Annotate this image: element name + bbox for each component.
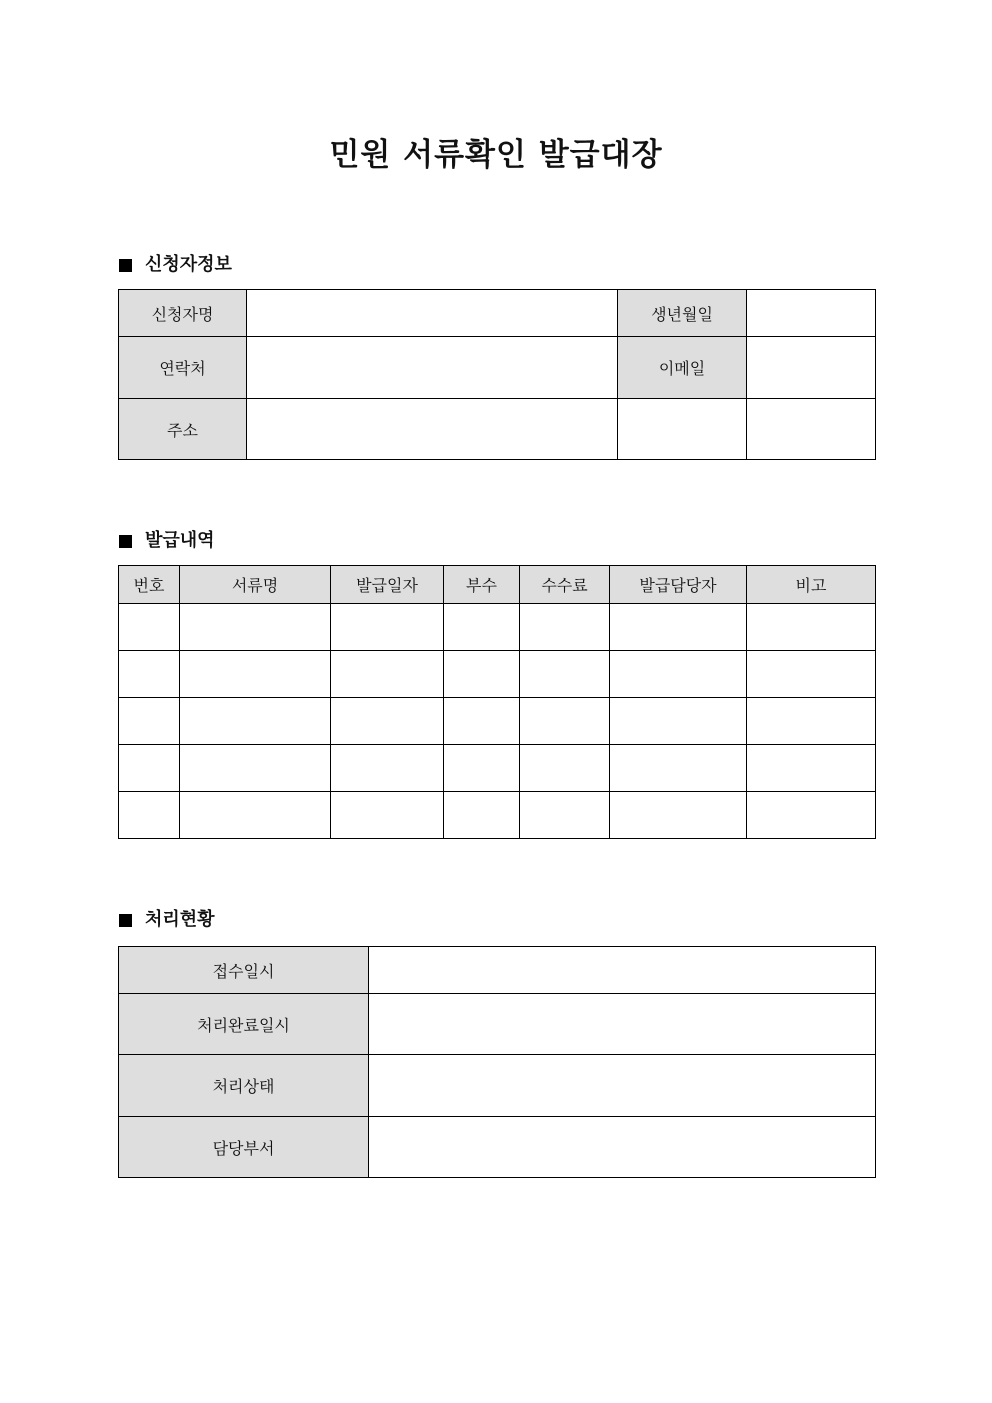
table-cell[interactable] (610, 792, 747, 839)
table-cell[interactable] (610, 745, 747, 792)
table-cell[interactable] (119, 698, 180, 745)
birth-label: 생년월일 (618, 290, 747, 337)
table-cell[interactable] (180, 651, 331, 698)
table-cell[interactable] (331, 745, 444, 792)
square-bullet-icon (119, 535, 132, 548)
name-field[interactable] (247, 290, 618, 337)
page-title: 민원 서류확인 발급대장 (329, 137, 663, 173)
column-header-remarks: 비고 (747, 566, 876, 604)
issuance-heading-text: 발급내역 (145, 530, 215, 551)
completed-time-field[interactable] (369, 994, 876, 1055)
table-cell[interactable] (444, 698, 520, 745)
table-cell[interactable] (747, 698, 876, 745)
table-row (119, 651, 876, 698)
contact-label: 연락처 (119, 337, 247, 399)
table-cell[interactable] (444, 792, 520, 839)
table-cell[interactable] (119, 792, 180, 839)
column-header-document-name: 서류명 (180, 566, 331, 604)
square-bullet-icon (119, 259, 132, 272)
table-cell[interactable] (444, 651, 520, 698)
table-cell[interactable] (331, 604, 444, 651)
table-cell[interactable] (747, 651, 876, 698)
issuance-section-heading (119, 529, 215, 553)
status-label: 처리상태 (119, 1055, 369, 1117)
processing-section-heading (119, 908, 215, 932)
status-field[interactable] (369, 1055, 876, 1117)
blank-cell[interactable] (618, 399, 747, 460)
processing-row-completed (119, 994, 876, 1055)
blank-cell[interactable] (747, 399, 876, 460)
name-label: 신청자명 (119, 290, 247, 337)
received-time-field[interactable] (369, 947, 876, 994)
table-cell[interactable] (119, 651, 180, 698)
table-cell[interactable] (180, 745, 331, 792)
processing-row-received (119, 947, 876, 994)
email-field[interactable] (747, 337, 876, 399)
applicant-section-heading (119, 253, 232, 277)
table-cell[interactable] (610, 698, 747, 745)
applicant-row-contact (119, 337, 876, 399)
birth-field[interactable] (747, 290, 876, 337)
table-row (119, 698, 876, 745)
table-cell[interactable] (444, 604, 520, 651)
issuance-table (118, 565, 876, 839)
completed-time-label: 처리완료일시 (119, 994, 369, 1055)
email-label: 이메일 (618, 337, 747, 399)
applicant-info-table (118, 289, 876, 460)
table-cell[interactable] (610, 651, 747, 698)
table-cell[interactable] (520, 651, 610, 698)
table-row (119, 792, 876, 839)
table-cell[interactable] (180, 604, 331, 651)
table-cell[interactable] (747, 792, 876, 839)
table-cell[interactable] (520, 745, 610, 792)
table-cell[interactable] (747, 604, 876, 651)
table-row (119, 604, 876, 651)
applicant-heading-text: 신청자정보 (145, 254, 232, 275)
column-header-number: 번호 (119, 566, 180, 604)
address-field[interactable] (247, 399, 618, 460)
table-cell[interactable] (331, 698, 444, 745)
applicant-row-name (119, 290, 876, 337)
processing-row-status (119, 1055, 876, 1117)
square-bullet-icon (119, 914, 132, 927)
table-cell[interactable] (331, 651, 444, 698)
column-header-fee: 수수료 (520, 566, 610, 604)
contact-field[interactable] (247, 337, 618, 399)
table-row (119, 745, 876, 792)
processing-table (118, 946, 876, 1178)
column-header-issuer: 발급담당자 (610, 566, 747, 604)
received-time-label: 접수일시 (119, 947, 369, 994)
processing-row-department (119, 1117, 876, 1178)
column-header-copies: 부수 (444, 566, 520, 604)
table-cell[interactable] (520, 604, 610, 651)
table-cell[interactable] (180, 698, 331, 745)
table-cell[interactable] (119, 745, 180, 792)
processing-heading-text: 처리현황 (145, 909, 215, 930)
table-cell[interactable] (331, 792, 444, 839)
table-cell[interactable] (180, 792, 331, 839)
table-cell[interactable] (520, 698, 610, 745)
table-cell[interactable] (444, 745, 520, 792)
table-cell[interactable] (119, 604, 180, 651)
department-field[interactable] (369, 1117, 876, 1178)
column-header-issue-date: 발급일자 (331, 566, 444, 604)
address-label: 주소 (119, 399, 247, 460)
department-label: 담당부서 (119, 1117, 369, 1178)
table-cell[interactable] (610, 604, 747, 651)
table-cell[interactable] (747, 745, 876, 792)
table-cell[interactable] (520, 792, 610, 839)
applicant-row-address (119, 399, 876, 460)
issuance-header-row (119, 566, 876, 604)
